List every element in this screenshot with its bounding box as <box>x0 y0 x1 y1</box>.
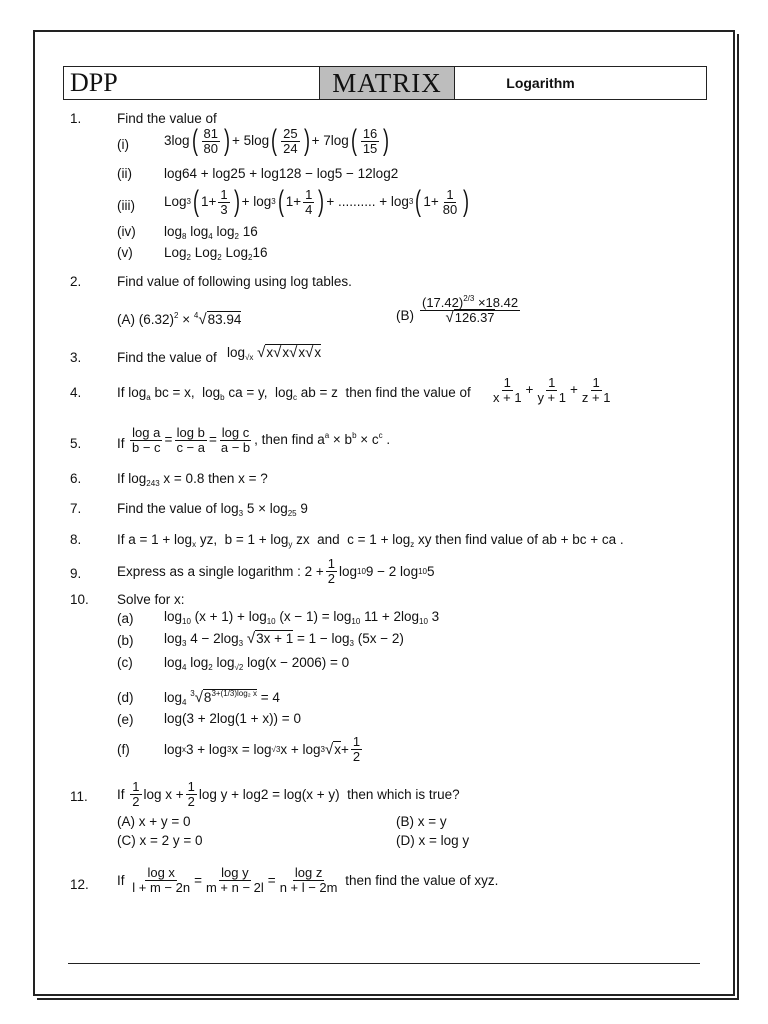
q11-b-label: (B) <box>396 814 414 829</box>
q1-part-i-label: (i) <box>117 137 129 152</box>
footer-divider <box>68 963 700 964</box>
q10-b-expr: $\log_3 4 - 2\log_3$ $√3x + 1 = 1 - \log_3 (5x - 2)$ <box>164 630 404 648</box>
q11-d-text: x = log y <box>418 833 470 848</box>
q2-part-b-expr: $\frac{(17.42)^{2/3} \times 18.42}{√126.37}$ <box>422 294 519 326</box>
q11-a-text: x + y = 0 <box>138 814 191 829</box>
q1-part-ii-expr: log64 + log25 + log128 − log5 − 12log2 <box>164 166 399 181</box>
q10-a-label: (a) <box>117 611 134 626</box>
q1-text: Find the value of <box>117 111 217 126</box>
q11-if: If <box>117 786 125 802</box>
q10-e-label: (e) <box>117 712 134 727</box>
q11-option-b <box>396 814 447 830</box>
q11-number: 11. <box>70 789 88 804</box>
q11-c-label: (C) <box>117 833 136 848</box>
q10-text: Solve for x: <box>117 592 185 607</box>
q11-d-label: (D) <box>396 833 415 848</box>
q11-c-text: x = 2 y = 0 <box>139 833 203 848</box>
q10-d-expr: $\log_4 ^3√8^{3+(1/3)log_2 x} = 4$ <box>164 689 280 707</box>
q6-number: 6. <box>70 471 82 486</box>
q6-if: If <box>117 471 125 486</box>
q11-then: then which is true? <box>347 786 460 802</box>
q10-b-label: (b) <box>117 633 134 648</box>
q10-f-expr: log x 3 + log 3 x = log √3 x + log 3 √ x + $\frac{1}{2}$ <box>164 734 361 764</box>
matrix-logo: MATRIX <box>320 67 455 99</box>
q9-text: Express as a single logarithm : <box>117 563 301 579</box>
q1-part-ii-label: (ii) <box>117 166 132 181</box>
q7-line: Find the value of $\log_3 5 \times \log_{25} 9$ <box>117 501 308 518</box>
q1-part-iv-expr: $\log_8 \log_4 \log_2 16$ <box>164 224 258 241</box>
q10-a-expr: $\log_{10} (x + 1) + \log_{10} (x - 1) = \log_{10} 11 + 2\log_{10}$ 3 <box>164 609 440 626</box>
q12-then: then find the value of xyz. <box>345 872 499 888</box>
header-bar <box>63 66 707 100</box>
q2-number: 2. <box>70 274 82 289</box>
q4-text: then find the value of <box>345 385 471 400</box>
q1-part-v-expr: Log$_2$ Log$_2$ Log$_2$16 <box>164 245 268 262</box>
q11-line: If $\frac{1}{2}$ log x + $\frac{1}{2}$ log y + log2 = log(x + y) then which is true? <box>117 779 460 809</box>
q5-number: 5. <box>70 436 82 451</box>
dpp-title: DPP <box>64 67 320 99</box>
q12-line: If $\frac{\text{log x}}{l + m - 2n}$ = $\frac{\text{log y}}{m + n - 2l}$ = $\frac{\text{log z}}{n + l - 2m}$ then find the value of xyz. <box>117 865 499 895</box>
q10-c-expr: $\log_4 \log_2 \log_{√2} \log(x - 2006) = 0$ <box>164 655 350 672</box>
q8-if: If <box>117 532 125 547</box>
q11-option-d <box>396 833 469 849</box>
q11-option-a <box>117 814 191 830</box>
q7-number: 7. <box>70 501 82 516</box>
q10-f-label: (f) <box>117 742 130 757</box>
q9-number: 9. <box>70 566 82 581</box>
q3-expr: $\log_{√x} √x√x√x√x$ <box>227 344 322 362</box>
q1-part-iv-label: (iv) <box>117 224 136 239</box>
q2-part-a: (A) $(6.32)^2 \times ^4√83.94$ <box>117 311 242 328</box>
q12-if: If <box>117 872 125 888</box>
q4-cond: If $\log_a$ bc = x, $\log_b$ ca = y, $\log_c$ ab = z then find the value of <box>117 385 471 402</box>
q4-expr: $\frac{1}{x + 1}$ + $\frac{1}{y + 1}$ + $\frac{1}{z + 1}$ <box>493 375 611 405</box>
q6-line: If $\log_{243} x = 0.8$ then x = ? <box>117 471 268 488</box>
q4-number: 4. <box>70 385 82 400</box>
q11-a-label: (A) <box>117 814 135 829</box>
q9-line: Express as a single logarithm : 2 + $\frac{1}{2}$ log 10 9 − 2 log 10 5 <box>117 556 435 586</box>
q3-number: 3. <box>70 350 82 365</box>
q1-part-iii-expr: Log 3 ( 1+ $\frac{1}{3}$ ) + log 3 ( 1+ $\frac{1}{4}$ ) + .......... + log 3 ( 1+ $\frac{1}{80}$ ) <box>164 185 470 218</box>
q2-text: Find value of following using log tables. <box>117 274 352 289</box>
q10-c-label: (c) <box>117 655 133 670</box>
q1-part-iii-label: (iii) <box>117 198 135 213</box>
q10-d-label: (d) <box>117 690 134 705</box>
q8-number: 8. <box>70 532 82 547</box>
q6-rest: x = 0.8 then x = ? <box>163 471 268 486</box>
q8-line: If $a = 1 + \log_x$ yz, $b = 1 + \log_y$ zx and $c = 1 + \log_z$ xy then find value of ab + bc + ca . <box>117 532 624 549</box>
q10-e-expr: log(3 + 2log(1 + x)) = 0 <box>164 711 301 726</box>
q8-end: ab + bc + ca . <box>541 532 624 547</box>
topic-title: Logarithm <box>506 75 575 91</box>
q2-b-label: (B) <box>396 308 414 323</box>
q1-part-i-expr: 3log ( $\frac{81}{80}$ ) + 5log ( $\frac{25}{24}$ ) + 7log ( $\frac{16}{15}$ ) <box>164 124 390 157</box>
q12-number: 12. <box>70 877 89 892</box>
q5-if: If <box>117 436 125 451</box>
q11-b-text: x = y <box>417 814 447 829</box>
q10-number: 10. <box>70 592 89 607</box>
q1-part-v-label: (v) <box>117 245 133 260</box>
q1-number: 1. <box>70 111 82 126</box>
q3-text: Find the value of <box>117 350 217 365</box>
q11-option-c <box>117 833 203 849</box>
q2-a-label: (A) <box>117 312 135 327</box>
q8-mid: then find value of <box>435 532 539 547</box>
q5-expr: $\frac{\text{log a}}{b - c}$ = $\frac{\text{log b}}{c - a}$ = $\frac{\text{log c}}{a - b}$ , then find $a^a \times b^b \times c^c$ . <box>132 425 391 455</box>
q7-text: Find the value of <box>117 501 217 516</box>
q5-then: , then find <box>254 432 314 448</box>
